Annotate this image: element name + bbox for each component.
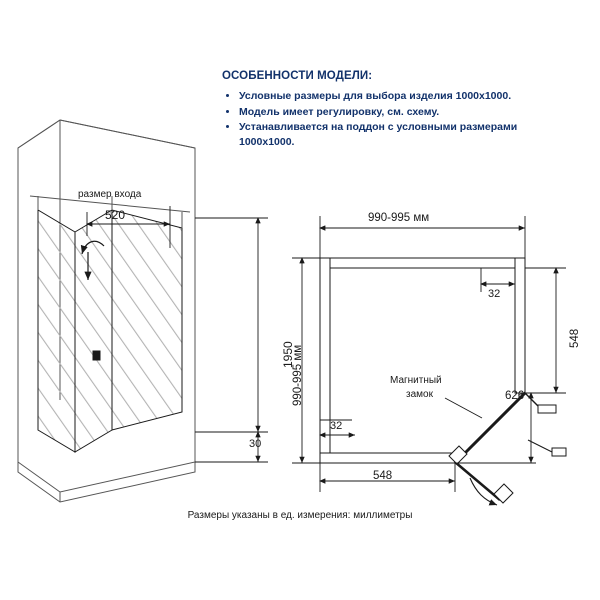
total-height-value: 1950 <box>281 341 295 368</box>
plan-side-width-value: 990-995 мм <box>292 344 304 406</box>
swing-arrow <box>470 478 497 505</box>
right-profile <box>515 258 525 393</box>
dim-right-side <box>525 268 566 393</box>
top-plan-view <box>292 216 566 505</box>
door-panel-value: 626 <box>505 390 525 402</box>
right-seal-mark <box>524 392 566 456</box>
profile-left-value: 32 <box>330 420 343 432</box>
left-isometric-view <box>18 120 268 502</box>
feature-item: • Устанавливается на поддон с условными размерами 1000x1000. <box>239 120 572 149</box>
feature-item: • Модель имеет регулировку, см. схему. <box>239 105 572 120</box>
plan-top-width-value: 990-995 мм <box>368 212 430 224</box>
profile-top-value: 32 <box>488 288 501 300</box>
magnetic-lock-label-line1: Магнитный <box>390 375 442 386</box>
top-profile <box>320 258 525 268</box>
entrance-size-label: размер входа <box>78 189 142 200</box>
dim-total-height <box>195 218 268 432</box>
magnetic-lock-label-line2: замок <box>406 389 433 400</box>
features-list <box>222 89 572 149</box>
entrance-width-value: 520 <box>105 208 126 222</box>
bottom-profile <box>320 453 455 463</box>
base-height-value: 30 <box>249 438 262 450</box>
feature-item: • Условные размеры для выбора изделия 1000x1000. <box>239 89 572 104</box>
footnote: Размеры указаны в ед. измерения: миллиметры <box>187 510 413 521</box>
features-block <box>222 70 572 150</box>
lock-leader-line <box>445 398 482 418</box>
glass-panels <box>38 210 182 452</box>
left-profile <box>320 258 330 463</box>
door-handle <box>93 351 100 360</box>
bottom-panel-value: 548 <box>373 470 393 482</box>
features-title: ОСОБЕННОСТИ МОДЕЛИ: <box>222 70 373 82</box>
side-panel-value: 548 <box>569 328 581 348</box>
